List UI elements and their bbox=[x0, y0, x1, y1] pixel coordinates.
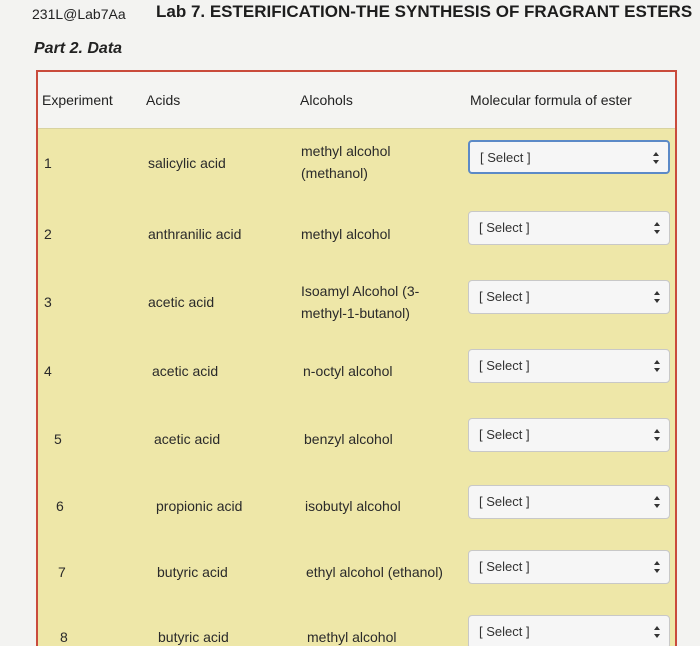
select-placeholder: [ Select ] bbox=[479, 289, 530, 304]
ester-formula-select[interactable] bbox=[468, 349, 670, 383]
alcohol-name: ethyl alcohol (ethanol) bbox=[306, 564, 443, 580]
table-row bbox=[38, 195, 675, 262]
experiment-number: 6 bbox=[56, 498, 64, 514]
alcohol-name: methyl alcohol bbox=[301, 226, 391, 242]
table-row bbox=[38, 329, 675, 396]
alcohol-name: methyl alcohol bbox=[307, 629, 397, 645]
alcohol-name: isobutyl alcohol bbox=[305, 498, 401, 514]
column-header-alcohols: Alcohols bbox=[300, 92, 353, 108]
chevron-up-down-icon bbox=[653, 495, 661, 509]
acid-name: acetic acid bbox=[152, 363, 219, 379]
acid-name: acetic acid bbox=[148, 294, 215, 310]
ester-formula-select[interactable] bbox=[468, 418, 670, 452]
ester-formula-select[interactable] bbox=[468, 485, 670, 519]
table-row bbox=[38, 530, 675, 597]
experiment-number: 2 bbox=[44, 226, 52, 242]
section-title: Part 2. Data bbox=[34, 40, 123, 57]
experiment-number: 7 bbox=[58, 564, 66, 580]
ester-formula-select[interactable] bbox=[468, 280, 670, 314]
select-placeholder: [ Select ] bbox=[479, 559, 530, 574]
chevron-up-down-icon bbox=[653, 560, 661, 574]
ester-formula-select[interactable] bbox=[468, 615, 670, 646]
select-placeholder: [ Select ] bbox=[479, 494, 530, 509]
acid-name: propionic acid bbox=[156, 498, 243, 514]
alcohol-name: Isoamyl Alcohol (3-methyl-1-butanol) bbox=[301, 283, 420, 321]
chevron-up-down-icon bbox=[653, 428, 661, 442]
experiment-number: 4 bbox=[44, 363, 52, 379]
page-header bbox=[0, 0, 700, 40]
acid-name: anthranilic acid bbox=[148, 226, 242, 242]
chevron-up-down-icon bbox=[653, 290, 661, 304]
experiment-number: 5 bbox=[54, 431, 62, 447]
experiment-number: 1 bbox=[44, 155, 52, 171]
lab-title: Lab 7. ESTERIFICATION-THE SYNTHESIS OF FRAGRANT ESTERS bbox=[156, 2, 693, 21]
table-row bbox=[38, 396, 675, 463]
acid-name: butyric acid bbox=[157, 564, 228, 580]
experiment-number: 8 bbox=[60, 629, 68, 645]
data-table bbox=[36, 70, 677, 646]
chevron-up-down-icon bbox=[653, 221, 661, 235]
select-placeholder: [ Select ] bbox=[479, 358, 530, 373]
select-placeholder: [ Select ] bbox=[479, 624, 530, 639]
ester-formula-select[interactable] bbox=[468, 550, 670, 584]
column-header-experiment: Experiment bbox=[42, 92, 113, 108]
chevron-up-down-icon bbox=[652, 151, 660, 165]
acid-name: butyric acid bbox=[158, 629, 229, 645]
chevron-up-down-icon bbox=[653, 625, 661, 639]
select-placeholder: [ Select ] bbox=[480, 150, 531, 165]
alcohol-name: n-octyl alcohol bbox=[303, 363, 393, 379]
alcohol-name: methyl alcohol (methanol) bbox=[301, 143, 391, 181]
select-placeholder: [ Select ] bbox=[479, 427, 530, 442]
column-header-acids: Acids bbox=[146, 92, 181, 108]
column-header-ester-formula: Molecular formula of ester bbox=[470, 92, 632, 108]
ester-formula-select[interactable] bbox=[468, 211, 670, 245]
chevron-up-down-icon bbox=[653, 359, 661, 373]
table-row bbox=[38, 262, 675, 329]
table-row bbox=[38, 463, 675, 530]
experiment-number: 3 bbox=[44, 294, 52, 310]
select-placeholder: [ Select ] bbox=[479, 220, 530, 235]
table-row bbox=[38, 128, 675, 195]
alcohol-name: benzyl alcohol bbox=[304, 431, 393, 447]
table-header bbox=[38, 72, 675, 129]
ester-formula-select[interactable] bbox=[468, 140, 670, 174]
acid-name: salicylic acid bbox=[148, 155, 226, 171]
acid-name: acetic acid bbox=[154, 431, 221, 447]
course-code: 231L@Lab7Aa bbox=[32, 6, 126, 22]
table-row bbox=[38, 597, 675, 646]
